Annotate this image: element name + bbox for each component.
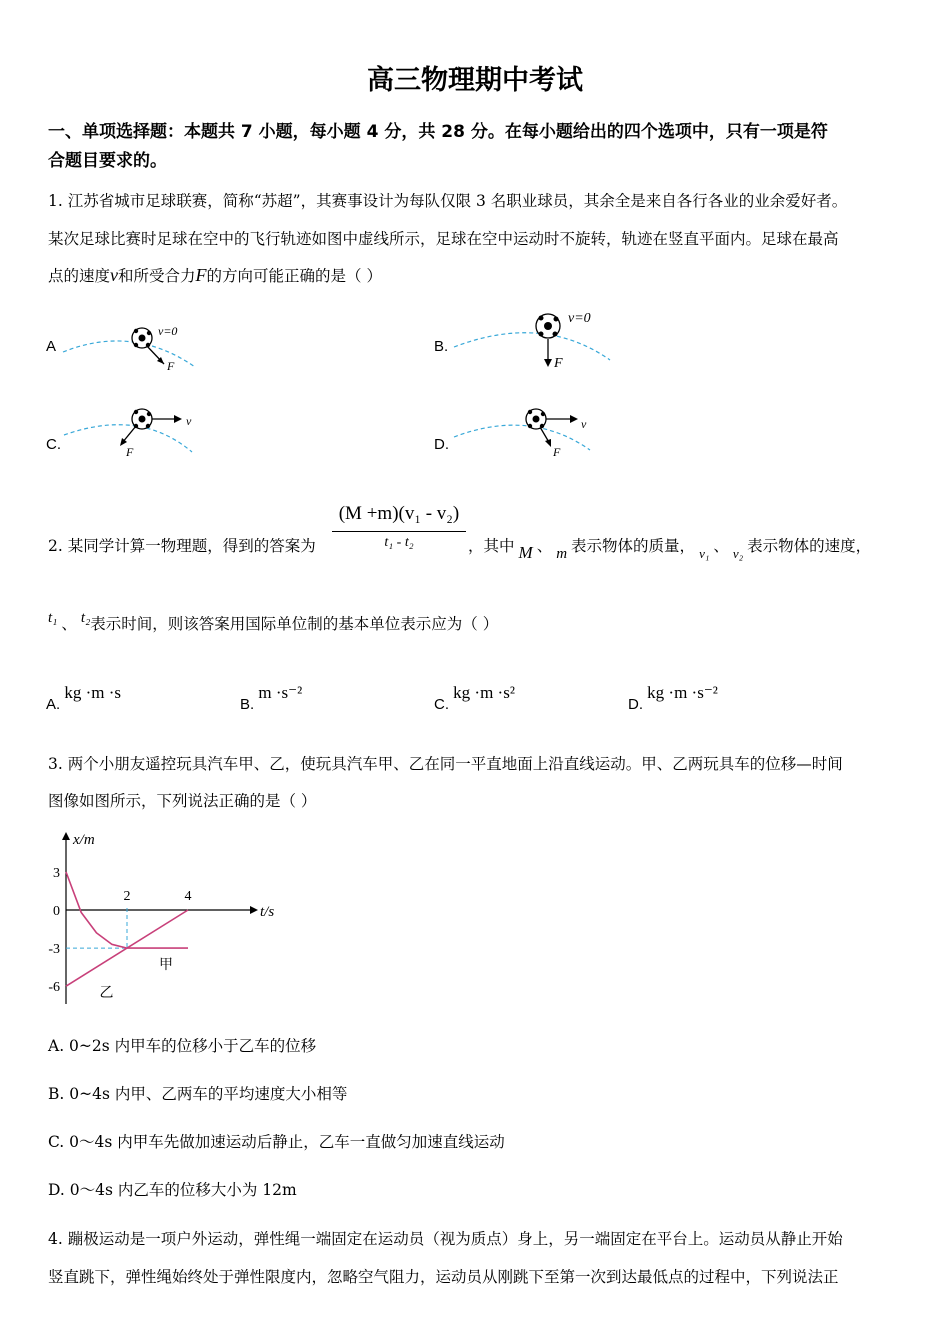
q2-option-c[interactable]: C. kg ·m ·s²: [434, 683, 515, 713]
q2-lead: 2. 某同学计算一物理题，得到的答案为: [48, 537, 316, 555]
force-arrowhead: [544, 359, 552, 367]
q2-option-a[interactable]: A. kg ·m ·s: [46, 683, 122, 713]
q2-v2-symbol: v₂: [732, 546, 744, 561]
q3-line2: 图像如图所示，下列说法正确的是（ ）: [48, 792, 317, 810]
y-axis-arrowhead: [62, 832, 70, 840]
velocity-label: v: [186, 414, 192, 428]
q2-sep3: 、: [61, 615, 77, 633]
trajectory-dashed: [454, 425, 590, 450]
q2-t2-symbol: t₂: [80, 610, 91, 626]
q2-sep1: 、: [536, 537, 553, 555]
q4-line1: 4. 蹦极运动是一项户外运动，弹性绳一端固定在运动员（视为质点）身上，另一端固定在平台上。运动员从静止开始: [48, 1230, 843, 1248]
q1-f-symbol: F: [195, 265, 207, 285]
section-heading-line1: 一、单项选择题：本题共 7 小题，每小题 4 分，共 28 分。在每小题给出的四个选项中，只有一项是符: [48, 122, 828, 142]
velocity-label: v=0: [568, 311, 591, 326]
q2-option-d[interactable]: D. kg ·m ·s⁻²: [628, 683, 718, 713]
q3-option-b[interactable]: B. 0~4s 内甲、乙两车的平均速度大小相等: [48, 1085, 348, 1103]
q3-option-d[interactable]: D. 0～4s 内乙车的位移大小为 12m: [48, 1181, 297, 1199]
q1-option-a-figure[interactable]: [58, 312, 208, 377]
trajectory-dashed: [63, 341, 195, 367]
x-axis-label: t/s: [260, 904, 275, 920]
q2-line2: [48, 612, 498, 634]
q4-line2: 竖直跳下，弹性绳始终处于弹性限度内，忽略空气阻力，运动员从刚跳下至第一次到达最低点的过程中，下列说法正: [48, 1268, 839, 1286]
soccer-ball-icon: [526, 409, 546, 429]
velocity-label: v: [581, 417, 587, 431]
q1-line3-c: 的方向可能正确的是（ ）: [206, 267, 382, 285]
q2-v1-symbol: v₁: [699, 546, 710, 561]
q2-line1-rest: [468, 534, 872, 562]
page-title: 高三物理期中考试: [367, 65, 583, 96]
y-tick-label: -3: [48, 942, 60, 958]
q2-line2-text: 表示时间，则该答案用国际单位制的基本单位表示应为（ ）: [90, 615, 499, 633]
y-tick-label: 3: [53, 865, 60, 881]
force-label: F: [126, 445, 134, 459]
q3-line1: 3. 两个小朋友遥控玩具汽车甲、乙，使玩具汽车甲、乙在同一平直地面上沿直线运动。甲、乙两玩具车的位移—时间: [48, 755, 843, 773]
q1-option-c-label[interactable]: C.: [46, 436, 61, 453]
velocity-arrowhead: [570, 415, 578, 423]
q1-line3-b: 和所受合力: [118, 267, 196, 285]
q2-M-symbol: M: [518, 543, 533, 562]
q1-option-b-label[interactable]: B.: [434, 338, 449, 355]
q2-numerator: (M +m)(v₁ - v₂): [338, 503, 460, 524]
annotation-jia: 甲: [159, 958, 174, 974]
y-axis-label: x/m: [73, 832, 95, 848]
q1-option-d-label[interactable]: D.: [434, 436, 449, 453]
y-tick-label: 0: [53, 904, 60, 919]
soccer-ball-icon: [536, 314, 560, 338]
trajectory-dashed: [454, 333, 610, 360]
force-label: F: [554, 356, 563, 371]
q1-line2: 某次足球比赛时足球在空中的飞行轨迹如图中虚线所示，足球在空中运动时不旋转，轨迹在竖直平面内。足球在最高: [48, 230, 839, 248]
q2-fraction: [332, 503, 466, 551]
q1-line1: 1. 江苏省城市足球联赛，简称“苏超”，其赛事设计为每队仅限 3 名职业球员，其余全是来自各行各业的业余爱好者。: [48, 192, 848, 210]
q2-t1-symbol: t₁: [48, 610, 58, 626]
x-tick-label: 2: [123, 889, 131, 904]
velocity-label: v=0: [158, 324, 178, 338]
q1-line3: [48, 264, 382, 286]
velocity-arrowhead: [174, 415, 182, 423]
q1-option-d-figure[interactable]: [450, 402, 600, 467]
q3-xt-graph: [40, 826, 300, 1012]
q2-sep2: 、: [713, 537, 729, 555]
q1-line3-a: 点的速度: [48, 267, 111, 285]
section-heading-line2: 合题目要求的。: [48, 151, 167, 171]
q3-option-c[interactable]: C. 0～4s 内甲车先做加速运动后静止，乙车一直做匀加速直线运动: [48, 1133, 505, 1151]
q2-m-symbol: m: [556, 546, 568, 562]
annotation-yi: 乙: [99, 986, 114, 1002]
x-tick-label: 4: [184, 889, 192, 904]
q2-option-b[interactable]: B. m ·s⁻²: [240, 683, 303, 713]
q2-denominator: t₁ - t₂: [384, 535, 414, 550]
q1-option-b-figure[interactable]: [448, 305, 618, 375]
q2-mid3: 表示物体的速度，: [747, 537, 872, 555]
force-label: F: [553, 445, 561, 459]
force-arrowhead: [545, 439, 551, 447]
q3-option-a[interactable]: A. 0~2s 内甲车的位移小于乙车的位移: [48, 1037, 317, 1055]
x-axis-arrowhead: [250, 906, 258, 914]
y-tick-label: -6: [48, 980, 60, 996]
q2-mid2: 表示物体的质量，: [571, 537, 696, 555]
soccer-ball-icon: [132, 409, 152, 429]
q2-mid1: ，其中: [468, 537, 515, 555]
q1-option-c-figure[interactable]: [60, 402, 210, 467]
q1-v-symbol: v: [110, 265, 119, 285]
force-label: F: [167, 359, 175, 373]
q1-option-a-label[interactable]: A: [46, 338, 57, 355]
soccer-ball-icon: [132, 328, 152, 348]
